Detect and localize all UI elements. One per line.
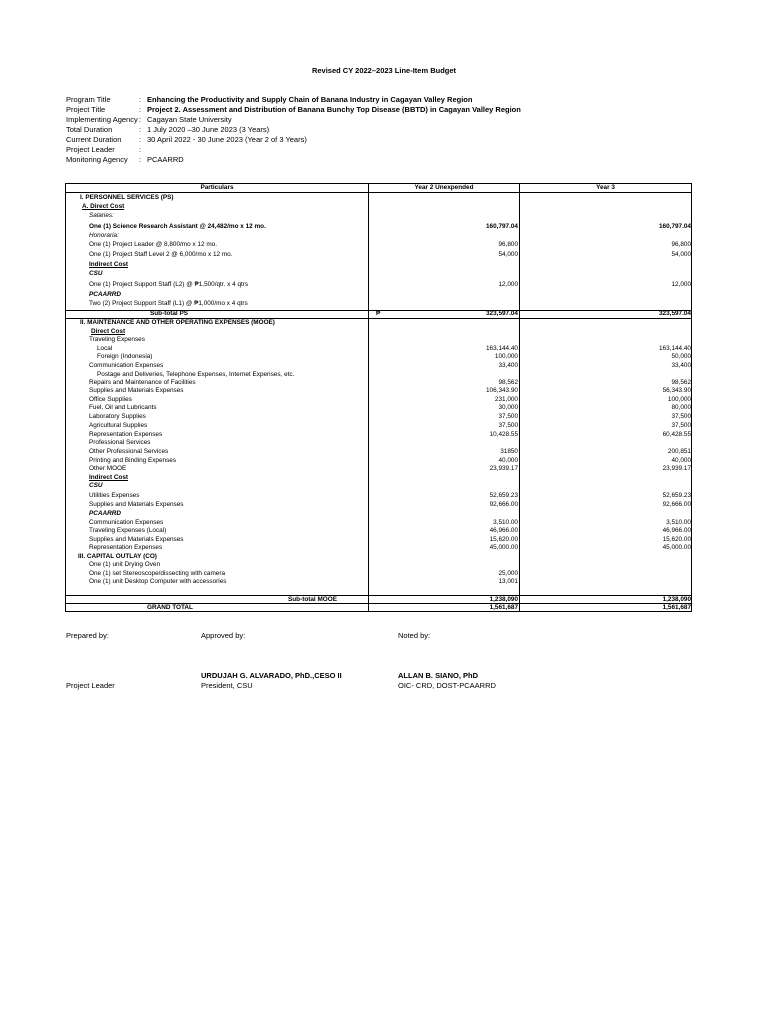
info-value: Project 2. Assessment and Distribution of Banana Bunchy Top Disease (BBTD) in Cagayan Valley Region: [147, 105, 521, 114]
row-year3-value: 12,000: [671, 281, 691, 288]
row-year2-value: 160,797.04: [486, 223, 518, 230]
row-particular: Repairs and Maintenance of Facilities: [89, 379, 196, 386]
row-particular: III. CAPITAL OUTLAY (CO): [78, 553, 157, 560]
row-year3-value: 15,620.00: [662, 536, 691, 543]
row-year2-value: 30,000: [498, 404, 518, 411]
row-year3-value: 45,000.00: [662, 544, 691, 551]
row-year2-value: 100,000: [494, 353, 518, 360]
row-year2-value: 1,238,090: [489, 596, 518, 603]
row-particular: One (1) set Stereoscope/dissecting with camera: [89, 570, 226, 577]
row-year3-value: 37,500: [671, 413, 691, 420]
info-row: [66, 145, 521, 155]
row-year2-value: 96,800: [498, 241, 518, 248]
noted-by-label: Noted by:: [398, 631, 431, 640]
row-particular: Laboratory Supplies: [89, 413, 146, 420]
header-rule: [66, 192, 691, 193]
info-colon: :: [139, 105, 142, 114]
row-year3-value: 37,500: [671, 422, 691, 429]
row-particular: CSU: [89, 482, 103, 489]
approver-name: URDUJAH G. ALVARADO, PhD.,CESO II: [201, 671, 342, 680]
row-year2-value: 25,000: [498, 570, 518, 577]
row-particular: Honoraria:: [89, 232, 119, 239]
info-label: Total Duration: [66, 125, 113, 134]
info-label: Monitoring Agency: [66, 155, 128, 164]
row-year3-value: 1,561,687: [662, 604, 691, 611]
row-particular: Postage and Deliveries, Telephone Expenses, Internet Expenses, etc.: [97, 371, 295, 378]
row-year2-value: 23,939.17: [489, 465, 518, 472]
row-year2-value: 54,000: [498, 251, 518, 258]
row-particular: Salaries:: [89, 212, 114, 219]
row-particular: Other MOOE: [89, 465, 127, 472]
info-row: [66, 155, 521, 165]
row-particular: Representation Expenses: [89, 544, 163, 551]
row-particular: One (1) Science Research Assistant @ 24,482/mo x 12 mo.: [89, 223, 266, 230]
row-year2-value: 37,500: [498, 413, 518, 420]
row-particular: GRAND TOTAL: [147, 604, 193, 611]
noter-name: ALLAN B. SIANO, PhD: [398, 671, 478, 680]
row-particular: I. PERSONNEL SERVICES (PS): [80, 194, 174, 201]
row-year2-value: 106,343.90: [486, 387, 518, 394]
row-particular: Supplies and Materials Expenses: [89, 501, 184, 508]
info-value: Enhancing the Productivity and Supply Chain of Banana Industry in Cagayan Valley Region: [147, 95, 473, 104]
row-particular: PCAARRD: [89, 510, 121, 517]
row-particular: Traveling Expenses (Local): [89, 527, 167, 534]
info-label: Program Title: [66, 95, 111, 104]
info-label: Project Title: [66, 105, 106, 114]
info-value: PCAARRD: [147, 155, 184, 164]
row-particular: Indirect Cost: [89, 474, 129, 481]
info-colon: :: [139, 125, 142, 134]
row-year2-value: 40,000: [498, 457, 518, 464]
row-particular: Representation Expenses: [89, 431, 163, 438]
row-year3-value: 80,000: [671, 404, 691, 411]
row-particular: Sub-total PS: [150, 310, 188, 317]
row-year2-value: 46,966.00: [489, 527, 518, 534]
row-year3-value: 92,666.00: [662, 501, 691, 508]
row-particular: Traveling Expenses: [89, 336, 145, 343]
row-particular: Office Supplies: [89, 396, 132, 403]
row-year3-value: 323,597.04: [659, 310, 691, 317]
info-label: Current Duration: [66, 135, 122, 144]
row-year2-value: 13,001: [498, 578, 518, 585]
row-year2-value: 37,500: [498, 422, 518, 429]
row-year3-value: 1,238,090: [662, 596, 691, 603]
budget-title: Revised CY 2022–2023 Line-Item Budget: [311, 66, 457, 75]
row-particular: Fuel, Oil and Lubricants: [89, 404, 157, 411]
row-year2-value: 45,000.00: [489, 544, 518, 551]
row-year3-value: 60,428.55: [662, 431, 691, 438]
row-year3-value: 52,659.23: [662, 492, 691, 499]
row-particular: Communication Expenses: [89, 519, 164, 526]
row-year2-value: 98,562: [498, 379, 518, 386]
row-year3-value: 56,343.90: [662, 387, 691, 394]
row-year3-value: 23,939.17: [662, 465, 691, 472]
row-particular: One (1) Project Staff Level 2 @ 6,000/mo x 12 mo.: [89, 251, 233, 258]
budget-table: [65, 183, 692, 612]
noter-title: OIC- CRD, DOST-PCAARRD: [398, 681, 496, 690]
peso-sign: ₱: [376, 310, 381, 317]
row-year3-value: 163,144.40: [659, 345, 691, 352]
info-row: [66, 115, 521, 125]
row-year2-value: 31850: [500, 448, 518, 455]
info-row: [66, 135, 521, 145]
row-particular: PCAARRD: [89, 291, 121, 298]
row-year2-value: 33,400: [498, 362, 518, 369]
row-year3-value: 100,000: [667, 396, 691, 403]
row-particular: Supplies and Materials Expenses: [89, 387, 184, 394]
row-year2-value: 52,659.23: [489, 492, 518, 499]
row-year3-value: 33,400: [671, 362, 691, 369]
row-year2-value: 12,000: [498, 281, 518, 288]
row-year2-value: 3,510.00: [493, 519, 518, 526]
approver-title: President, CSU: [201, 681, 253, 690]
row-particular: Supplies and Materials Expenses: [89, 536, 184, 543]
row-particular: Agricultural Supplies: [89, 422, 148, 429]
row-particular: Two (2) Project Support Staff (L1) @ ₱1,000/mo x 4 qtrs: [89, 300, 248, 307]
row-particular: Communication Expenses: [89, 362, 164, 369]
info-value: 30 April 2022 - 30 June 2023 (Year 2 of 3 Years): [147, 135, 307, 144]
row-particular: Utilities Expenses: [89, 492, 140, 499]
row-year2-value: 163,144.40: [486, 345, 518, 352]
row-year3-value: 3,510.00: [666, 519, 691, 526]
row-year2-value: 10,428.55: [489, 431, 518, 438]
info-value: 1 July 2020 –30 June 2023 (3 Years): [147, 125, 270, 134]
prepared-by-label: Prepared by:: [66, 631, 109, 640]
row-particular: Indirect Cost: [89, 261, 129, 268]
header-year3: Year 3: [596, 184, 615, 191]
row-year3-value: 98,562: [671, 379, 691, 386]
row-year2-value: 323,597.04: [486, 310, 518, 317]
row-particular: One (1) unit Desktop Computer with accessories: [89, 578, 227, 585]
info-row: [66, 95, 521, 105]
row-particular: One (1) unit Drying Oven: [89, 561, 161, 568]
row-particular: One (1) Project Support Staff (L2) @ ₱1,500/qtr. x 4 qtrs: [89, 281, 249, 288]
info-colon: :: [139, 135, 142, 144]
row-particular: Printing and Binding Expenses: [89, 457, 177, 464]
row-year2-value: 1,561,687: [489, 604, 518, 611]
row-year2-value: 92,666.00: [489, 501, 518, 508]
row-year3-value: 50,000: [671, 353, 691, 360]
approved-by-label: Approved by:: [201, 631, 246, 640]
row-particular: Other Professional Services: [89, 448, 169, 455]
row-year2-value: 231,000: [494, 396, 518, 403]
row-year3-value: 200,851: [667, 448, 691, 455]
row-particular: Local: [97, 345, 113, 352]
row-particular: Sub-total MOOE: [288, 596, 337, 603]
row-year3-value: 160,797.04: [659, 223, 691, 230]
info-row: [66, 125, 521, 135]
row-particular: II. MAINTENANCE AND OTHER OPERATING EXPENSES (MOOE): [80, 319, 275, 326]
info-colon: :: [139, 95, 142, 104]
row-year3-value: 96,800: [671, 241, 691, 248]
row-particular: Direct Cost: [91, 328, 126, 335]
header-particulars: Particulars: [200, 184, 234, 191]
row-year2-value: 15,620.00: [489, 536, 518, 543]
info-colon: :: [139, 115, 142, 124]
project-info: [66, 95, 521, 165]
row-year3-value: 46,966.00: [662, 527, 691, 534]
row-particular: One (1) Project Leader @ 8,800/mo x 12 mo.: [89, 241, 217, 248]
info-label: Implementing Agency: [66, 115, 138, 124]
row-year3-value: 40,000: [671, 457, 691, 464]
preparer-title: Project Leader: [66, 681, 115, 690]
row-particular: Professional Services: [89, 439, 151, 446]
info-value: Cagayan State University: [147, 115, 232, 124]
info-row: [66, 105, 521, 115]
header-year2: Year 2 Unexpended: [414, 184, 474, 191]
row-particular: CSU: [89, 270, 103, 277]
row-particular: A. Direct Cost: [82, 203, 125, 210]
row-particular: Foreign (Indonesia): [97, 353, 153, 360]
info-colon: :: [139, 155, 142, 164]
info-label: Project Leader: [66, 145, 115, 154]
info-colon: :: [139, 145, 142, 154]
row-year3-value: 54,000: [671, 251, 691, 258]
